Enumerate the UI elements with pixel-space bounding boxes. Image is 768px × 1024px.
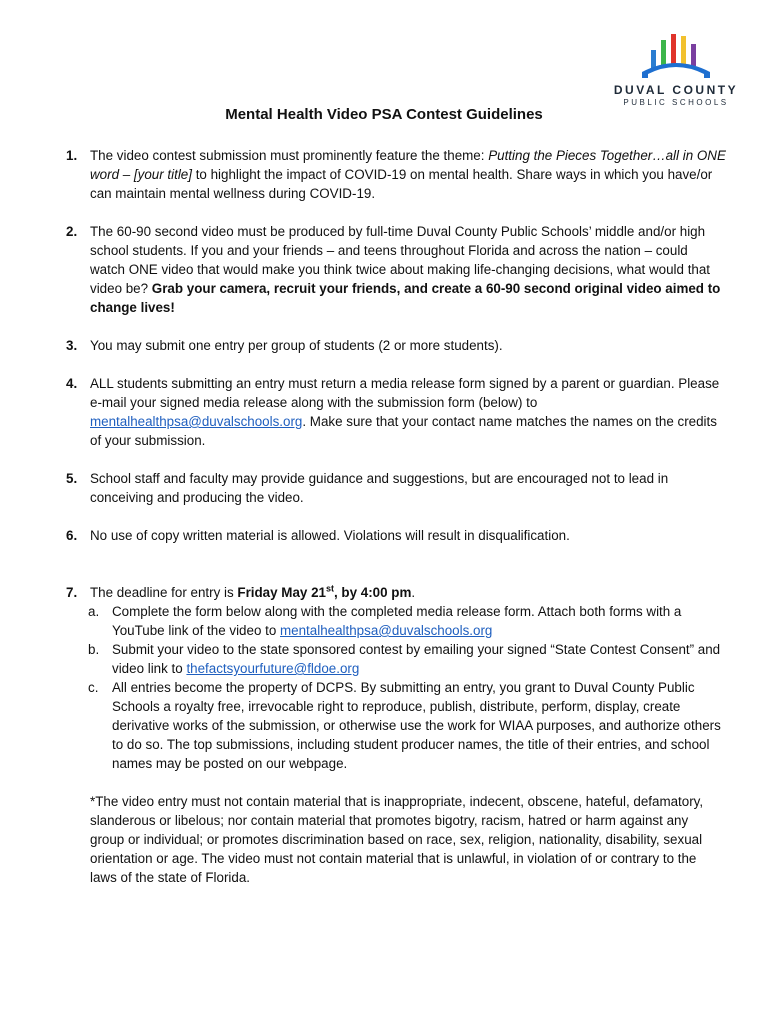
guidelines-list (66, 146, 726, 887)
theme-text: Putting the Pieces Together…all in ONE word – [your title] (90, 148, 726, 182)
superscript: st (325, 583, 334, 594)
sub-text: All entries become the property of DCPS. By submitting an entry, you grant to Duval County Public Schools a royalty free, irrevocable right to reproduce, publish, distribute, perform, display, create derivative works of the submission, or otherwise use the work for WIAA purposes, and authorize others to do so. The top submissions, including student producer names, the title of their entries, and school names may be posted on our webpage. (112, 680, 721, 771)
text: . (411, 585, 416, 600)
list-item-2 (66, 222, 726, 317)
sub-item-a (66, 602, 726, 640)
text: ALL students submitting an entry must return a media release form signed by a parent or guardian. Please e-mail your signed media release along with the submission form (below) to (90, 376, 720, 410)
text: The video contest submission must prominently feature the theme: (90, 148, 489, 163)
list-item-3 (66, 336, 726, 355)
bold-text: Grab your camera, recruit your friends, and create a 60-90 second original video aimed to change lives! (90, 281, 721, 315)
text: Submit your video to the state sponsored contest by emailing your signed “State Contest Consent” and video link to (112, 642, 721, 676)
sub-letter: a. (88, 604, 100, 619)
sub-item-c (66, 678, 726, 773)
page-title: Mental Health Video PSA Contest Guidelines (225, 106, 543, 123)
list-item-5 (66, 469, 726, 507)
item-number: 2. (66, 224, 78, 239)
text: to highlight the impact of COVID-19 on mental health. Share ways in which you have/or can maintain mental wellness during COVID-19. (90, 167, 713, 201)
item-number: 4. (66, 376, 78, 391)
item-number: 6. (66, 528, 78, 543)
item-number: 1. (66, 148, 78, 163)
email-link[interactable]: mentalhealthpsa@duvalschools.org (90, 414, 303, 429)
list-item-7 (66, 583, 726, 773)
item-text (90, 583, 726, 773)
item-text (90, 146, 726, 203)
deadline-date (237, 585, 411, 600)
text: The deadline for entry is (90, 585, 238, 600)
text: . Make sure that your contact name matches the names on the credits of your submission. (90, 414, 717, 448)
item-text (90, 374, 726, 450)
disclaimer-note: *The video entry must not contain material that is inappropriate, indecent, obscene, hateful, defamatory, slanderous or libelous; nor contain material that promotes bigotry, racism, hatred or harm against any group or individual; or promotes discrimination based on race, sex, religion, nationality, disability, sexual orientation or age. The video must not contain material that is unlawful, in violation of or contrary to the laws of the state of Florida. (90, 794, 704, 885)
item-text: You may submit one entry per group of students (2 or more students). (90, 338, 503, 353)
deadline-line (90, 583, 726, 602)
logo-bars-icon (640, 28, 712, 80)
duval-county-logo (606, 28, 746, 108)
item-number: 5. (66, 471, 78, 486)
sub-text (112, 640, 726, 678)
email-link[interactable]: mentalhealthpsa@duvalschools.org (280, 623, 493, 638)
logo-name: DUVAL COUNTY (613, 83, 739, 97)
text: Friday May 21 (237, 585, 326, 600)
list-item-4 (66, 374, 726, 450)
sub-letter: c. (88, 680, 99, 695)
sub-letter: b. (88, 642, 100, 657)
email-link[interactable]: thefactsyourfuture@fldoe.org (186, 661, 360, 676)
sub-item-b (66, 640, 726, 678)
item-number: 3. (66, 338, 78, 353)
item-text: School staff and faculty may provide guidance and suggestions, but are encouraged not to lead in conceiving and producing the video. (90, 471, 669, 505)
logo-subtitle: PUBLIC SCHOOLS (623, 98, 729, 107)
text: Complete the form below along with the completed media release form. Attach both forms with a YouTube link of the video to (112, 604, 682, 638)
item-number: 7. (66, 585, 78, 600)
sub-list (66, 602, 726, 773)
sub-text (112, 602, 726, 640)
list-item-6 (66, 526, 726, 545)
item-text: No use of copy written material is allowed. Violations will result in disqualification. (90, 528, 570, 543)
list-item-1 (66, 146, 726, 203)
text: , by 4:00 pm (333, 585, 412, 600)
text: The 60-90 second video must be produced by full-time Duval County Public Schools’ middle and/or high school students. If you and your friends – and teens throughout Florida and across the nation – could watch ONE video that would make you think twice about making life-changing decisions, what would that video be? (90, 224, 711, 296)
item-text (90, 222, 726, 317)
